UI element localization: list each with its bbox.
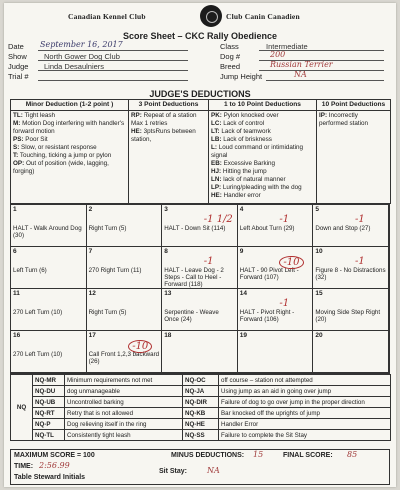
deduction-code: EB: xyxy=(211,160,222,167)
deduction-item xyxy=(211,184,314,192)
station-number: 16 xyxy=(13,332,21,339)
station-cell xyxy=(162,289,238,331)
nq-text: Bar knocked off the uprights of jump xyxy=(219,408,391,419)
dog-number-label: Dog # xyxy=(220,52,241,61)
nq-row xyxy=(11,375,391,386)
deduction-code: OP: xyxy=(13,160,25,167)
nq-text: Uncontrolled barking xyxy=(65,397,183,408)
trial-label: Trial # xyxy=(8,72,29,81)
handwritten-deduction: -1 xyxy=(279,298,290,309)
nq-text: Dog relieving itself in the ring xyxy=(65,419,183,430)
handwritten-deduction: -10 xyxy=(279,256,303,269)
deduction-item xyxy=(211,144,314,160)
nq-code: NQ-RT xyxy=(33,408,65,419)
judge-value: Linda Desaulniers xyxy=(44,62,105,71)
deduction-item xyxy=(211,120,314,128)
station-cell xyxy=(313,331,389,373)
station-sign: 270 Left Turn (10) xyxy=(13,309,63,316)
minor-deduction-list xyxy=(11,111,129,204)
judges-deductions-title: JUDGE'S DEDUCTIONS xyxy=(149,89,251,99)
final-score-label: FINAL SCORE: xyxy=(283,452,333,459)
deduction-item xyxy=(131,112,206,128)
deduction-code: M: xyxy=(13,120,21,127)
station-cell xyxy=(11,205,87,247)
trial-line xyxy=(38,80,188,81)
deduction-text: Out of position (wide, lagging, forging) xyxy=(13,160,109,175)
minus-deductions-label: MINUS DEDUCTIONS: xyxy=(171,452,245,459)
deduction-text: Luring/pleading with the dog xyxy=(222,184,302,191)
deduction-text: Loud command or intimidating signal xyxy=(211,144,304,159)
deduction-code: TL: xyxy=(13,112,23,119)
nq-code: NQ-UB xyxy=(33,397,65,408)
station-sign: Call Front 1,2,3 backward (26) xyxy=(88,351,160,365)
show-value: North Gower Dog Club xyxy=(44,52,120,61)
nq-code: NQ-SS xyxy=(183,430,219,441)
station-number: 14 xyxy=(239,290,248,297)
deduction-code: LP: xyxy=(211,184,222,191)
station-number: 1 xyxy=(13,206,17,213)
station-number: 12 xyxy=(88,290,96,297)
station-cell xyxy=(87,205,163,247)
station-sign: 270 Left Turn (10) xyxy=(13,351,63,358)
deduction-text: Poor Sit xyxy=(25,136,48,143)
station-sign: Left About Turn (29) xyxy=(239,225,295,232)
station-cell xyxy=(11,247,87,289)
deduction-code: PK: xyxy=(211,112,222,119)
station-number: 10 xyxy=(315,248,323,255)
nq-text: dog unmanageable xyxy=(65,386,183,397)
station-number: 5 xyxy=(315,206,320,213)
one-to-ten-header: 1 to 10 Point Deductions xyxy=(209,100,317,111)
nq-text: Failure to complete the Sit Stay xyxy=(219,430,391,441)
deduction-item xyxy=(131,128,206,144)
station-number: 13 xyxy=(164,290,172,297)
judge-line xyxy=(38,70,188,71)
deduction-text: Handler error xyxy=(223,192,261,199)
deduction-item xyxy=(13,120,126,136)
deduction-code: T: xyxy=(13,152,19,159)
deduction-text: Touching, ticking a jump or pylon xyxy=(19,152,112,159)
deduction-text: Slow, or resistant response xyxy=(21,144,97,151)
station-number: 3 xyxy=(164,206,168,213)
deduction-text: Hitting the jump xyxy=(222,168,267,175)
club-name-french: Club Canin Canadien xyxy=(226,12,300,21)
nq-row xyxy=(11,386,391,397)
ten-point-header: 10 Point Deductions xyxy=(317,100,391,111)
class-value: Intermediate xyxy=(266,42,308,51)
station-sign: HALT - 90 Pivot Left - Forward (107) xyxy=(239,267,299,281)
station-sign: Serpentine - Weave Once (24) xyxy=(164,309,219,323)
nq-code: NQ-OC xyxy=(183,375,219,386)
station-number: 15 xyxy=(315,290,323,297)
deduction-item xyxy=(211,168,314,176)
station-number: 11 xyxy=(13,290,20,297)
nq-text: Handler Error xyxy=(219,419,391,430)
handwritten-deduction: -10 xyxy=(128,340,152,353)
ckc-logo xyxy=(200,5,222,27)
station-sign: HALT - Pivot Right - Forward (106) xyxy=(239,309,295,323)
station-cell xyxy=(313,205,389,247)
time-label: TIME: xyxy=(14,463,34,470)
nq-text: off course – station not attempted xyxy=(219,375,391,386)
nq-text: Failure of dog to go over jump in the proper direction xyxy=(219,397,391,408)
minor-deduction-header: Minor Deduction (1-2 point ) xyxy=(11,100,129,111)
station-cell xyxy=(313,289,389,331)
deduction-text: Lack of control xyxy=(223,120,265,127)
station-sign: Down and Stop (27) xyxy=(315,225,371,232)
station-number: 20 xyxy=(315,332,323,339)
nq-row xyxy=(11,408,391,419)
class-label: Class xyxy=(220,42,239,51)
nq-code: NQ-P xyxy=(33,419,65,430)
nq-row xyxy=(11,430,391,441)
judge-label: Judge xyxy=(8,62,29,71)
date-label: Date xyxy=(8,42,24,51)
deduction-item xyxy=(211,160,314,168)
deductions-table xyxy=(10,99,391,204)
jump-height-value: NA xyxy=(294,70,307,79)
handwritten-deduction: -1 xyxy=(203,256,214,267)
nq-text: Minimum requirements not met xyxy=(65,375,183,386)
station-cell xyxy=(87,247,163,289)
breed-line xyxy=(259,70,384,71)
final-score-value: 85 xyxy=(347,450,358,459)
station-sign: 270 Right Turn (11) xyxy=(88,267,142,274)
deduction-code: HE: xyxy=(131,128,142,135)
deduction-item xyxy=(13,144,126,152)
station-number: 7 xyxy=(88,248,93,255)
nq-code: NQ-TL xyxy=(33,430,65,441)
deduction-item xyxy=(211,176,314,184)
station-number: 4 xyxy=(239,206,244,213)
nq-code: NQ-JA xyxy=(183,386,219,397)
handwritten-deduction: -1 xyxy=(354,214,365,225)
station-number: 9 xyxy=(239,248,244,255)
station-number: 18 xyxy=(164,332,172,339)
deduction-code: LC: xyxy=(211,120,222,127)
station-number: 8 xyxy=(164,248,168,255)
deduction-item xyxy=(211,128,314,136)
nq-code: NQ-DIR xyxy=(183,397,219,408)
deduction-item xyxy=(13,160,126,176)
station-number: 17 xyxy=(88,332,96,339)
show-label: Show xyxy=(8,52,27,61)
nq-code: NQ-MR xyxy=(33,375,65,386)
nq-code: NQ-KB xyxy=(183,408,219,419)
station-number: 6 xyxy=(13,248,17,255)
deduction-code: S: xyxy=(13,144,20,151)
show-line xyxy=(38,60,188,61)
station-cell xyxy=(11,331,87,373)
station-cell xyxy=(238,247,314,289)
deduction-text: Excessive Barking xyxy=(223,160,276,167)
nq-table xyxy=(10,374,391,441)
station-cell xyxy=(87,331,163,373)
station-sign: HALT - Down Sit (114) xyxy=(164,225,226,232)
station-cell xyxy=(162,247,238,289)
nq-code: NQ-DU xyxy=(33,386,65,397)
station-sign: Right Turn (5) xyxy=(88,309,127,316)
deduction-code: PS: xyxy=(13,136,24,143)
deduction-item xyxy=(211,192,314,200)
time-value: 2:56.99 xyxy=(39,461,70,470)
club-name-english: Canadian Kennel Club xyxy=(68,12,146,21)
sit-stay-label: Sit Stay: xyxy=(159,468,188,475)
station-sign: Moving Side Step Right (20) xyxy=(315,309,381,323)
station-sign: Right Turn (5) xyxy=(88,225,127,232)
nq-row xyxy=(11,397,391,408)
station-sign: Figure 8 - No Distractions (32) xyxy=(315,267,386,281)
score-summary xyxy=(10,449,390,485)
station-number: 19 xyxy=(239,332,248,339)
nq-row xyxy=(11,419,391,430)
deduction-code: IP: xyxy=(319,112,328,119)
deduction-code: LN: xyxy=(211,176,222,183)
station-cell xyxy=(313,247,389,289)
header xyxy=(4,3,396,29)
nq-code: NQ-HE xyxy=(183,419,219,430)
deduction-text: Lack of teamwork xyxy=(221,128,271,135)
nq-text: Consistently tight leash xyxy=(65,430,183,441)
three-point-header: 3 Point Deductions xyxy=(129,100,209,111)
deduction-text: Lack of briskness xyxy=(223,136,272,143)
deduction-item xyxy=(211,112,314,120)
score-sheet xyxy=(4,3,396,487)
deduction-code: HJ: xyxy=(211,168,222,175)
sit-stay-value: NA xyxy=(207,466,220,475)
nq-label: NQ xyxy=(11,375,33,441)
jump-height-line xyxy=(266,80,384,81)
date-value: September 16, 2017 xyxy=(40,40,123,49)
nq-text: Using jump as an aid in going over jump xyxy=(219,386,391,397)
station-cell xyxy=(238,205,314,247)
station-sign: HALT - Walk Around Dog (30) xyxy=(13,225,82,239)
station-number: 2 xyxy=(88,206,93,213)
station-cell xyxy=(238,331,314,373)
station-cell xyxy=(11,289,87,331)
deduction-item xyxy=(319,112,388,128)
table-steward-label: Table Steward Initials xyxy=(14,474,86,481)
deduction-code: RP: xyxy=(131,112,142,119)
station-grid xyxy=(10,204,390,374)
sheet-title: Score Sheet – CKC Rally Obedience xyxy=(122,31,278,41)
deduction-code: LB: xyxy=(211,136,222,143)
date-line xyxy=(38,50,188,51)
deduction-text: Incorrectly performed station xyxy=(319,112,369,127)
deduction-code: HE: xyxy=(211,192,222,199)
deduction-item xyxy=(13,136,126,144)
deduction-item xyxy=(211,136,314,144)
minus-deductions-value: 15 xyxy=(253,450,264,459)
breed-label: Breed xyxy=(220,62,241,71)
station-cell xyxy=(162,205,238,247)
station-cell xyxy=(87,289,163,331)
handwritten-deduction: -1 xyxy=(354,256,365,267)
deduction-code: LT: xyxy=(211,128,220,135)
deduction-item xyxy=(13,152,126,160)
handwritten-deduction: -1 xyxy=(279,214,290,225)
station-cell xyxy=(238,289,314,331)
three-point-list xyxy=(129,111,209,204)
deduction-code: L: xyxy=(211,144,217,151)
deduction-item xyxy=(13,112,126,120)
deduction-text: lack of natural manner xyxy=(223,176,286,183)
ten-point-list xyxy=(317,111,391,204)
station-sign: Left Turn (6) xyxy=(13,267,47,274)
max-score-label: MAXIMUM SCORE = 100 xyxy=(14,452,95,459)
deduction-text: Motion Dog interfering with handler's forward motion xyxy=(13,120,125,135)
one-to-ten-list xyxy=(209,111,317,204)
deduction-text: Repeat of a station Max 1 retries xyxy=(131,112,197,127)
jump-height-label: Jump Height xyxy=(220,72,263,81)
deduction-text: Pylon knocked over xyxy=(223,112,279,119)
deduction-text: Tight leash xyxy=(24,112,56,119)
station-cell xyxy=(162,331,238,373)
nq-text: Retry that is not allowed xyxy=(65,408,183,419)
breed-value: Russian Terrier xyxy=(270,60,333,69)
station-sign: HALT - Leave Dog - 2 Steps - Call to Heel - Forward (118) xyxy=(164,267,224,288)
deduction-text: 3ptsRuns between station, xyxy=(131,128,196,143)
dog-number-value: 200 xyxy=(270,50,286,59)
handwritten-deduction: -1 1/2 xyxy=(203,214,233,225)
